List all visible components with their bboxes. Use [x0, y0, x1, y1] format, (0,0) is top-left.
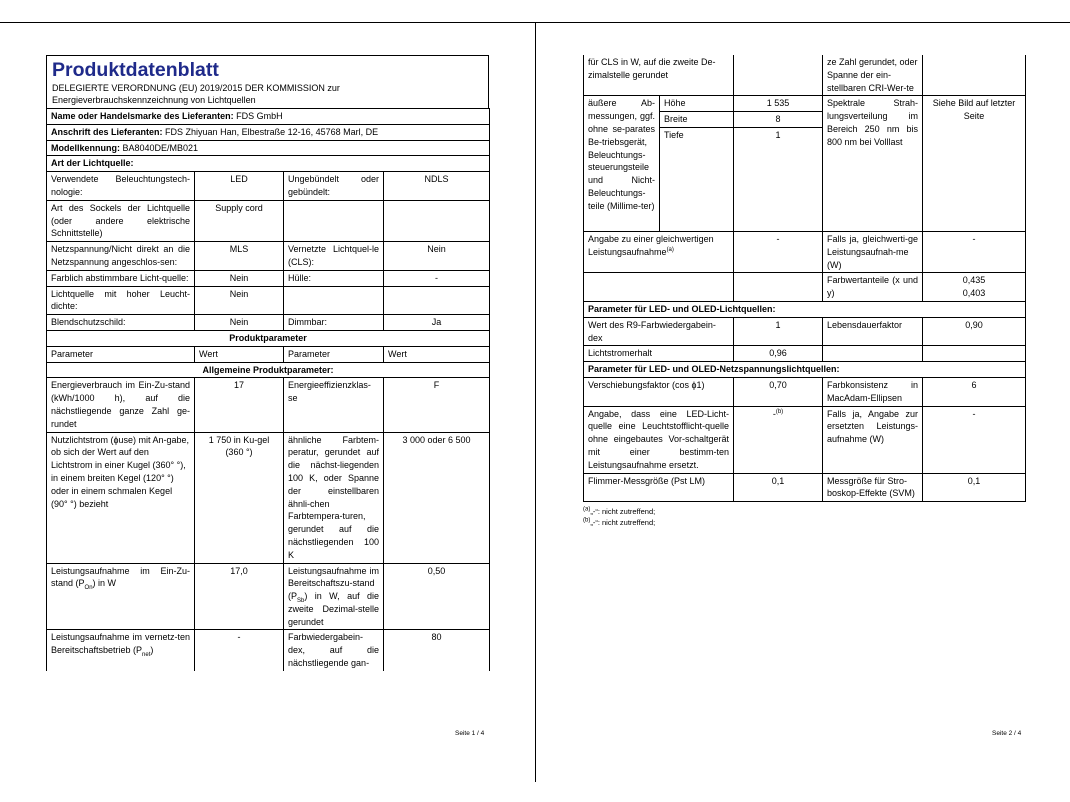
tunable-label: Farblich abstimmbare Licht-quelle: [47, 270, 195, 286]
footnote-a [583, 506, 1025, 517]
pon-value: 17,0 [195, 563, 284, 630]
table-row [47, 286, 490, 315]
value-header: Wert [195, 346, 284, 362]
continuation-row [584, 55, 1026, 96]
replacement-sup: (b) [775, 408, 784, 415]
table-row [47, 630, 490, 671]
model-value: BA8040DE/MB021 [122, 142, 199, 153]
r9-label: Wert des R9-Farbwiedergabein-dex [584, 317, 734, 346]
chromaticity-label: Farbwertanteile (x und y) [823, 273, 923, 302]
cls-label: Vernetzte Lichtquel-le (CLS): [284, 242, 384, 271]
chromaticity-x: 0,435 [962, 275, 986, 286]
supplier-value: FDS GmbH [236, 111, 283, 121]
chromaticity-value [923, 273, 1026, 302]
product-params-heading: Produktparameter [47, 330, 490, 346]
product-params-heading-row [47, 330, 490, 346]
general-params-heading: Allgemeine Produktparameter: [47, 362, 490, 378]
psb-label-text: Leistungsaufnahme im Bereitschaftszu-stand (P [288, 565, 379, 602]
column-header-row [47, 346, 490, 362]
general-params-heading-row [47, 362, 490, 378]
product-sheet-table-2 [583, 55, 1026, 502]
table-row [584, 231, 1026, 272]
cri-label: Farbwiedergabein-dex, auf die nächstliegende gan- [284, 630, 384, 671]
table-row [584, 346, 1026, 362]
tech-value: LED [195, 172, 284, 201]
mains-params-heading: Parameter für LED- und OLED-Netzspannungslichtquellen: [584, 362, 1026, 378]
bundled-label: Ungebündelt oder gebündelt: [284, 172, 384, 201]
macadam-value: 6 [923, 377, 1026, 406]
table-row [584, 406, 1026, 473]
footnote-b-mark: (b) [583, 517, 591, 524]
replacement-value-text: - [772, 408, 776, 419]
page-number-2: Seite 2 / 4 [992, 730, 1022, 737]
psb-sub: Sb [297, 597, 305, 604]
footnotes [583, 506, 1025, 528]
pnet-sub: net [142, 652, 151, 659]
address-value: FDS Zhiyuan Han, Elbestraße 12-16, 45768 Marl, DE [165, 126, 379, 137]
address-label: Anschrift des Lieferanten: [51, 126, 163, 137]
page-number-1: Seite 1 / 4 [455, 730, 485, 737]
equiv-power-label [584, 231, 734, 272]
equiv-power-value: - [734, 231, 823, 272]
energy-value: 17 [195, 378, 284, 432]
title-box [46, 55, 489, 108]
product-sheet-table-1 [46, 108, 490, 671]
dimmable-value: Ja [384, 315, 490, 331]
footnote-a-text: „-“: nicht zutreffend; [590, 507, 656, 517]
equiv-power-text: Angabe zu einer gleichwertigen Leistungsaufnahme [588, 233, 714, 257]
table-row [47, 242, 490, 271]
psb-label [284, 563, 384, 630]
param-header: Parameter [284, 346, 384, 362]
replacement-label: Angabe, dass eine LED-Licht-quelle eine Leuchtstofflicht-quelle ohne eingebautes Vor-schaltgerät mit einer bestimm-ten Leistungsaufnahme ersetzt. [584, 406, 734, 473]
macadam-label: Farbkonsistenz in MacAdam-Ellipsen [823, 377, 923, 406]
page-2 [583, 55, 1025, 528]
type-heading-row [47, 156, 490, 172]
table-row [47, 432, 490, 563]
flux-maint-label: Lichtstromerhalt [584, 346, 734, 362]
ee-class-label: Energieeffizienzklas-se [284, 378, 384, 432]
mains-value: MLS [195, 242, 284, 271]
psb-continued: für CLS in W, auf die zweite De-zimalstelle gerundet [584, 55, 734, 96]
cct-label: ähnliche Farbtem-peratur, gerundet auf die nächst-liegenden 100 K, oder Spanne der einstellbaren ähnli-chen Farbtempera-turen, gerundet auf die nächstliegenden 100 K [284, 432, 384, 563]
svm-value: 0,1 [923, 473, 1026, 502]
depth-label: Tiefe [660, 127, 734, 231]
cct-value: 3 000 oder 6 500 [384, 432, 490, 563]
high-luminance-label: Lichtquelle mit hoher Leucht-dichte: [47, 286, 195, 315]
height-value: 1 535 [734, 96, 823, 112]
flicker-value: 0,1 [734, 473, 823, 502]
footnote-b-text: „-“: nicht zutreffend; [590, 518, 656, 528]
replacement-value [734, 406, 823, 473]
lifetime-value: 0,90 [923, 317, 1026, 346]
table-row [47, 563, 490, 630]
psb-label-tail: ) in W, auf die zweite Dezimal-stelle gerundet [288, 591, 379, 627]
led-params-heading-row [584, 301, 1026, 317]
phase-label: Verschiebungsfaktor (cos ɸ1) [584, 377, 734, 406]
width-value: 8 [734, 112, 823, 128]
equiv-watt-value: - [923, 231, 1026, 272]
depth-value: 1 [734, 127, 823, 231]
replacement-watt-label: Falls ja, Angabe zur ersetzten Leistungs-aufnahme (W) [823, 406, 923, 473]
footnote-b [583, 517, 1025, 528]
page-title: Produktdatenblatt [52, 59, 219, 81]
pon-label-tail: ) in W [92, 578, 117, 589]
value-header: Wert [384, 346, 490, 362]
dimensions-label: äußere Ab-messungen, ggf. ohne se-parates Be-triebsgerät, Beleuchtungs-steuerungsteile und Nicht-Beleuchtungs-teile (Millime-ter) [584, 96, 660, 232]
dimmable-label: Dimmbar: [284, 315, 384, 331]
phase-value: 0,70 [734, 377, 823, 406]
tunable-value: Nein [195, 270, 284, 286]
regulation-line-1: DELEGIERTE VERORDNUNG (EU) 2019/2015 DER KOMMISSION zur [52, 83, 340, 93]
table-row [584, 473, 1026, 502]
envelope-value: - [384, 270, 490, 286]
pon-label [47, 563, 195, 630]
table-row [47, 270, 490, 286]
supplier-label: Name oder Handelsmarke des Lieferanten: [51, 111, 234, 121]
supplier-row [47, 109, 490, 125]
equiv-power-sup: (a) [666, 246, 674, 253]
glare-value: Nein [195, 315, 284, 331]
table-row [584, 377, 1026, 406]
energy-label: Energieverbrauch im Ein-Zu-stand (kWh/1000 h), auf die nächstliegende ganze Zahl ge-rundet [47, 378, 195, 432]
type-heading: Art der Lichtquelle: [47, 156, 490, 172]
led-params-heading: Parameter für LED- und OLED-Lichtquellen: [584, 301, 1026, 317]
table-row [47, 172, 490, 201]
pnet-label-tail: ) [150, 645, 154, 656]
dimensions-row [584, 96, 1026, 112]
flicker-label: Flimmer-Messgröße (Pst LM) [584, 473, 734, 502]
regulation-line-2: Energieverbrauchskennzeichnung von Lichtquellen [52, 95, 256, 105]
equiv-watt-label: Falls ja, gleichwerti-ge Leistungsaufnah-me (W) [823, 231, 923, 272]
page-1 [46, 55, 489, 671]
table-row [584, 317, 1026, 346]
spectral-label: Spektrale Strah-lungsverteilung im Bereich 250 nm bis 800 nm bei Volllast [823, 96, 923, 232]
bundled-value: NDLS [384, 172, 490, 201]
cri-continued: ze Zahl gerundet, oder Spanne der ein-stellbaren CRI-Wer-te [823, 55, 923, 96]
spectral-value: Siehe Bild auf letzter Seite [923, 96, 1026, 232]
pon-sub: On [84, 585, 93, 592]
address-row [47, 124, 490, 140]
svm-label: Messgröße für Stro-boskop-Effekte (SVM) [823, 473, 923, 502]
pon-label-text: Leistungsaufnahme im Ein-Zu-stand (P [51, 565, 190, 589]
mains-label: Netzspannung/Nicht direkt an die Netzspannung angeschlos-sen: [47, 242, 195, 271]
lifetime-label: Lebensdauerfaktor [823, 317, 923, 346]
footnote-a-mark: (a) [583, 506, 591, 513]
model-row [47, 140, 490, 156]
ee-class-value: F [384, 378, 490, 432]
cls-value: Nein [384, 242, 490, 271]
envelope-label: Hülle: [284, 270, 384, 286]
table-row [584, 273, 1026, 302]
pnet-label-text: Leistungsaufnahme im vernetz-ten Bereitschaftsbetrieb (P [51, 632, 190, 656]
mains-params-heading-row [584, 362, 1026, 378]
socket-value: Supply cord [195, 200, 284, 241]
table-row [47, 315, 490, 331]
glare-label: Blendschutzschild: [47, 315, 195, 331]
width-label: Breite [660, 112, 734, 128]
model-label: Modellkennung: [51, 142, 120, 153]
psb-value: 0,50 [384, 563, 490, 630]
cri-value: 80 [384, 630, 490, 671]
tech-label: Verwendete Beleuchtungstech-nologie: [47, 172, 195, 201]
flux-maint-value: 0,96 [734, 346, 823, 362]
height-label: Höhe [660, 96, 734, 112]
page-divider [535, 22, 536, 782]
table-row [47, 378, 490, 432]
socket-label: Art des Sockels der Lichtquelle (oder andere elektrische Schnittstelle) [47, 200, 195, 241]
pnet-label [47, 630, 195, 671]
flux-value: 1 750 in Ku-gel (360 °) [195, 432, 284, 563]
replacement-watt-value: - [923, 406, 1026, 473]
chromaticity-y: 0,403 [962, 288, 986, 299]
param-header: Parameter [47, 346, 195, 362]
pnet-value: - [195, 630, 284, 671]
r9-value: 1 [734, 317, 823, 346]
table-row [47, 200, 490, 241]
flux-label: Nutzlichtstrom (ɸuse) mit An-gabe, ob sich der Wert auf den Lichtstrom in einer Kugel (360° °), in einem breiten Kegel (120° °) oder in einem schmalen Kegel (90° °) bezieht [47, 432, 195, 563]
high-luminance-value: Nein [195, 286, 284, 315]
